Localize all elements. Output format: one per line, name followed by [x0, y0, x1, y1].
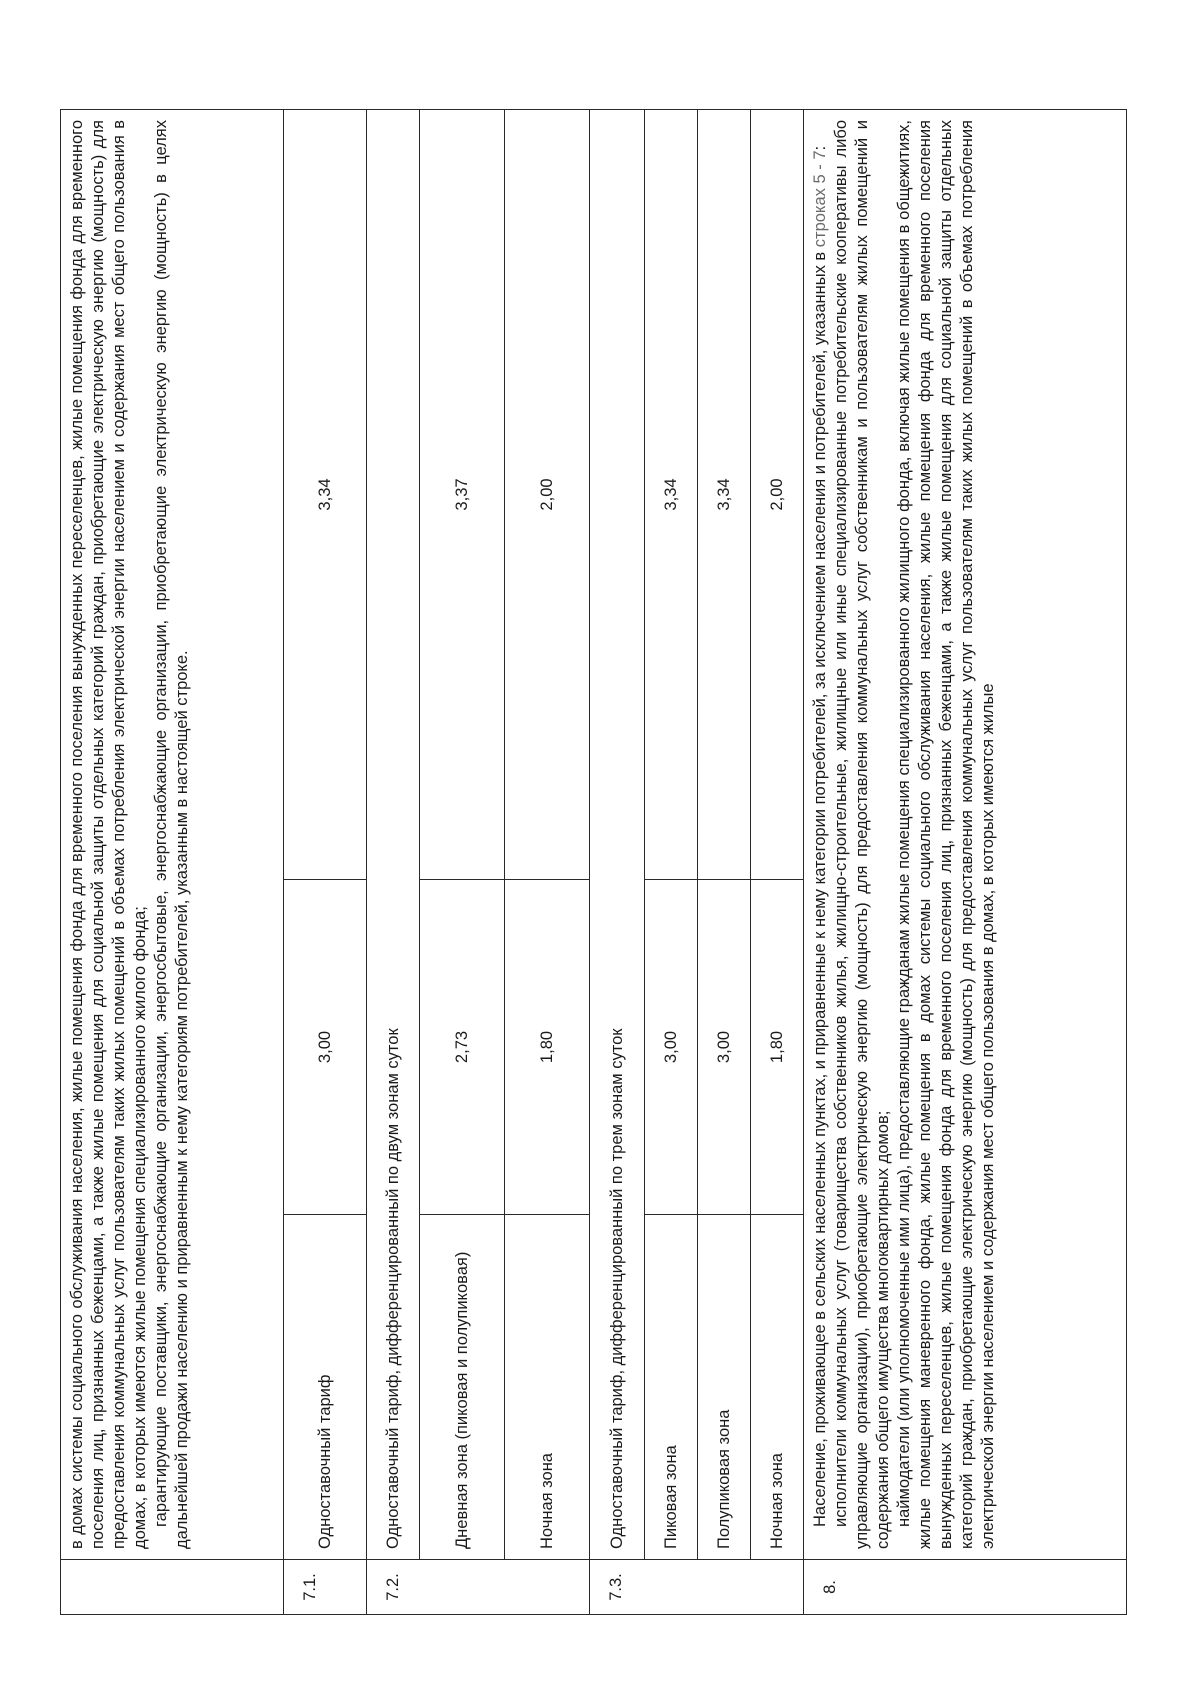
- tariff-value-1: 3,00: [284, 880, 367, 1215]
- tariff-value-2: 3,37: [420, 110, 505, 880]
- row-number-cell-empty: [61, 1560, 284, 1615]
- tariff-label: Дневная зона (пиковая и полупиковая): [420, 1215, 505, 1560]
- paragraph-text: Население, проживающее в сельских населенных пунктах, и приравненные к нему категории потребителей, за исключением населения и потребителей, указанных в: [811, 247, 829, 1527]
- description-paragraph: гарантирующие поставщики, энергоснабжающие организации, энергосбытовые, энергоснабжающие организации, приобретающие электрическую энергию (мощность) в целях дальнейшей продажи населению и приравненным к нему категориям потребителей, указанным в настоящей строке.: [152, 120, 191, 1549]
- table-row: [505, 110, 590, 1615]
- table-row-header: [367, 110, 420, 1615]
- table-row: [804, 110, 1127, 1615]
- table-row: [645, 110, 698, 1615]
- tariff-label: Одноставочный тариф: [284, 1215, 367, 1560]
- tariff-group-header: Одноставочный тариф, дифференцированный по трем зонам суток: [590, 110, 645, 1560]
- tariff-table: [60, 109, 1127, 1615]
- tariff-value-2: 3,34: [698, 110, 751, 880]
- table-row-header: [590, 110, 645, 1615]
- row-reference-link[interactable]: строках 5 - 7: [811, 150, 829, 248]
- table-row: [751, 110, 804, 1615]
- row-number: 8.: [804, 1560, 1127, 1615]
- description-paragraph: исполнители коммунальных услуг (товарищества собственников жилья, жилищно-строительные, жилищные или иные специализированные потребительские кооперативы либо управляющие организации), приобретающие электрическую энергию (мощность) для предоставления коммунальных услуг собственникам и пользователям жилых помещений и содержания общего имущества многоквартирных домов;: [832, 120, 892, 1549]
- row-number: 7.1.: [284, 1560, 367, 1615]
- category-description-cell: [804, 110, 1127, 1560]
- tariff-group-header: Одноставочный тариф, дифференцированный по двум зонам суток: [367, 110, 420, 1560]
- row-number: 7.3.: [590, 1560, 804, 1615]
- description-paragraph: в домах системы социального обслуживания населения, жилые помещения фонда для временного поселения вынужденных переселенцев, жилые помещения фонда для временного поселения лиц, признанных беженцами, а также жилые помещения для социальной защиты отдельных категорий граждан, приобретающие электрическую энергию (мощность) для предоставления коммунальных услуг пользователям таких жилых помещений в объемах потребления электрической энергии населением и содержания мест общего пользования в домах, в которых имеются жилые помещения специализированного жилого фонда;: [68, 120, 149, 1549]
- tariff-value-2: 3,34: [284, 110, 367, 880]
- tariff-label: Пиковая зона: [645, 1215, 698, 1560]
- table-row: [284, 110, 367, 1615]
- tariff-value-1: 2,73: [420, 880, 505, 1215]
- document-page: [60, 110, 1020, 1615]
- tariff-value-2: 3,34: [645, 110, 698, 880]
- tariff-value-2: 2,00: [505, 110, 590, 880]
- tariff-value-1: 1,80: [751, 880, 804, 1215]
- table-row: [420, 110, 505, 1615]
- table-row: [698, 110, 751, 1615]
- tariff-label: Полупиковая зона: [698, 1215, 751, 1560]
- table-row-continuation: [61, 110, 284, 1615]
- tariff-value-1: 3,00: [645, 880, 698, 1215]
- tariff-label: Ночная зона: [505, 1215, 590, 1560]
- category-description-cell: [61, 110, 284, 1560]
- tariff-label: Ночная зона: [751, 1215, 804, 1560]
- description-paragraph: [810, 120, 831, 1549]
- paragraph-text: :: [811, 145, 829, 151]
- row-number: 7.2.: [367, 1560, 590, 1615]
- description-paragraph: наймодатели (или уполномоченные ими лица), предоставляющие гражданам жилые помещения специализированного жилищного фонда, включая жилые помещения в общежитиях, жилые помещения маневренного фонда, жилые помещения в домах системы социального обслуживания населения, жилые помещения фонда для временного поселения вынужденных переселенцев, жилые помещения фонда для временного поселения лиц, признанных беженцами, а также жилые помещения для социальной защиты отдельных категорий граждан, приобретающие электрическую энергию (мощность) для предоставления коммунальных услуг пользователям таких жилых помещений в объемах потребления электрической энергии населением и содержания мест общего пользования в домах, в которых имеются жилые: [895, 120, 997, 1549]
- tariff-value-2: 2,00: [751, 110, 804, 880]
- tariff-value-1: 1,80: [505, 880, 590, 1215]
- tariff-value-1: 3,00: [698, 880, 751, 1215]
